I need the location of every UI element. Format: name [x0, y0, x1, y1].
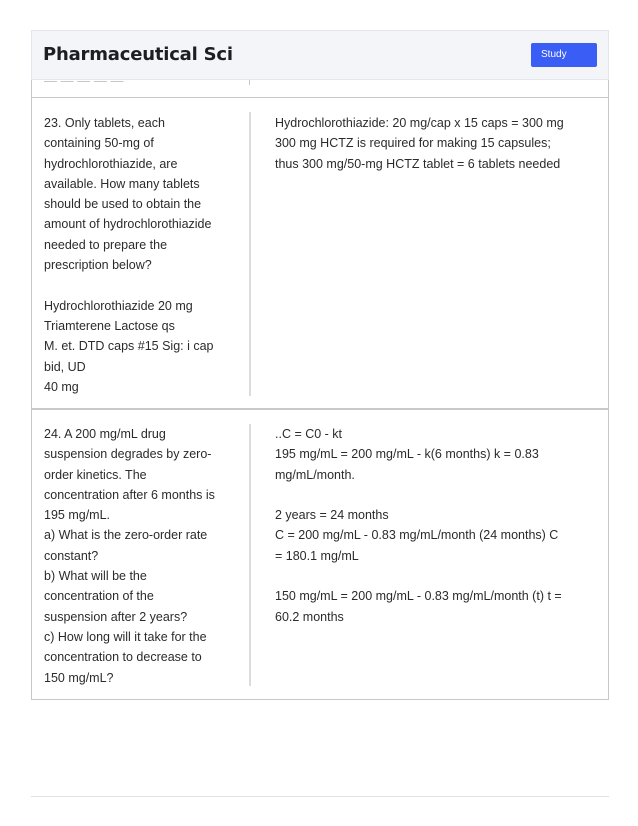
- question-line: suspension degrades by zero-: [44, 447, 212, 462]
- question-line: a) What is the zero-order rate: [44, 528, 208, 543]
- line-spacer: [275, 566, 580, 586]
- header-bar: [31, 30, 609, 80]
- question-line: 40 mg: [44, 379, 79, 394]
- question-line: needed to prepare the: [44, 237, 168, 252]
- answer-line: 195 mg/mL = 200 mg/mL - k(6 months) k = 0.83: [275, 447, 539, 462]
- question-line: order kinetics. The: [44, 467, 147, 482]
- line-spacer: [44, 275, 224, 295]
- column-divider: [249, 80, 250, 85]
- answer-line: ..C = C0 - kt: [275, 427, 343, 441]
- answer-line: 2 years = 24 months: [275, 508, 389, 523]
- question-line: should be used to obtain the: [44, 197, 202, 212]
- question-text: [44, 113, 224, 397]
- question-line: bid, UD: [44, 359, 86, 374]
- answer-line: Hydrochlorothiazide: 20 mg/cap x 15 caps = 300 mg: [275, 116, 564, 130]
- question-line: Hydrochlorothiazide 20 mg: [44, 298, 193, 313]
- clipped-text: — — — — —: [44, 80, 124, 88]
- answer-text: [275, 113, 580, 174]
- question-line: constant?: [44, 548, 99, 563]
- answer-line: thus 300 mg/50-mg HCTZ tablet = 6 tablets needed: [275, 156, 561, 171]
- question-line: c) How long will it take for the: [44, 629, 207, 644]
- question-line: suspension after 2 years?: [44, 609, 188, 624]
- answer-text: [275, 424, 580, 627]
- question-line: 150 mg/mL?: [44, 670, 114, 685]
- previous-card-remnant: [31, 80, 609, 98]
- question-line: Triamterene Lactose qs: [44, 318, 175, 333]
- question-line: prescription below?: [44, 258, 152, 273]
- flashcard-24: [31, 409, 609, 700]
- question-line: 195 mg/mL.: [44, 508, 111, 523]
- column-divider: [249, 112, 251, 396]
- answer-line: 60.2 months: [275, 609, 344, 624]
- line-spacer: [275, 485, 580, 505]
- question-text: [44, 424, 224, 688]
- answer-line: 150 mg/mL = 200 mg/mL - 0.83 mg/mL/month (t) t =: [275, 589, 562, 604]
- question-line: concentration of the: [44, 589, 154, 604]
- question-line: concentration after 6 months is: [44, 487, 215, 502]
- answer-line: 300 mg HCTZ is required for making 15 capsules;: [275, 136, 551, 151]
- page-title: Pharmaceutical Sci: [43, 44, 233, 65]
- answer-line: C = 200 mg/mL - 0.83 mg/mL/month (24 months) C: [275, 528, 559, 543]
- study-button[interactable]: Study: [531, 43, 597, 67]
- question-line: available. How many tablets: [44, 176, 200, 191]
- question-line: 23. Only tablets, each: [44, 116, 165, 130]
- question-line: 24. A 200 mg/mL drug: [44, 427, 166, 441]
- flashcard-23: [31, 97, 609, 409]
- question-line: amount of hydrochlorothiazide: [44, 217, 212, 232]
- question-line: hydrochlorothiazide, are: [44, 156, 178, 171]
- question-line: b) What will be the: [44, 569, 147, 584]
- flashcard-page: [31, 30, 609, 797]
- answer-line: = 180.1 mg/mL: [275, 548, 359, 563]
- question-line: concentration to decrease to: [44, 650, 202, 665]
- column-divider: [249, 424, 251, 686]
- answer-line: mg/mL/month.: [275, 467, 355, 482]
- question-line: M. et. DTD caps #15 Sig: i cap: [44, 339, 214, 354]
- question-line: containing 50-mg of: [44, 136, 154, 151]
